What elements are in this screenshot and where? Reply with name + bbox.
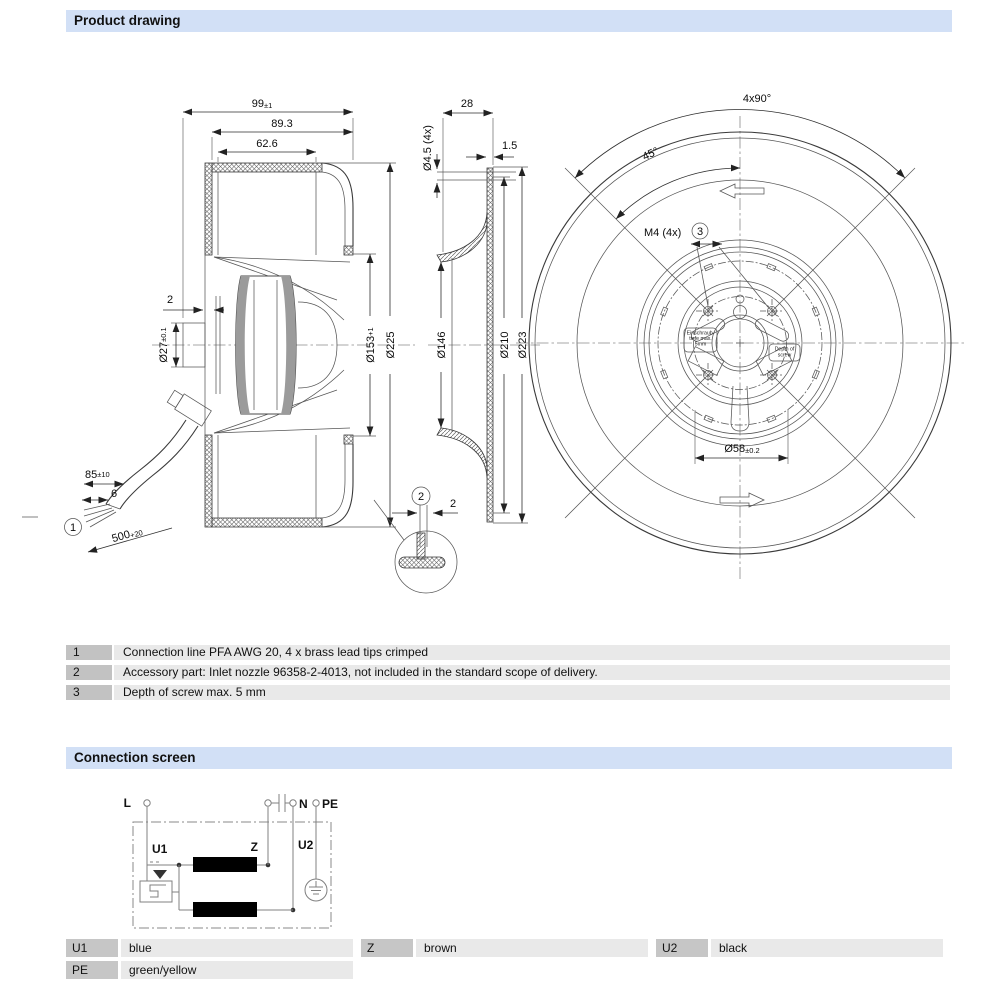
dim-4-5: Ø4.5 (4x)	[422, 125, 434, 171]
z-label: Z	[250, 840, 258, 854]
rotation-arrow-top	[720, 184, 764, 198]
wire-label: PE	[66, 961, 118, 979]
note-text: Accessory part: Inlet nozzle 96358-2-4013, not included in the standard scope of delivery.	[114, 665, 950, 680]
wire-color: brown	[416, 939, 648, 957]
hub-note-en-line1: Depth of	[774, 346, 795, 353]
dim-28: 28	[460, 98, 474, 110]
table-row	[66, 939, 950, 957]
dim-223: Ø223	[517, 331, 529, 359]
ref-2: 2	[417, 491, 425, 503]
u1-label: U1	[152, 842, 168, 856]
note-ref: 2	[66, 665, 112, 680]
ref-3: 3	[696, 226, 704, 238]
dim-89-3: 89.3	[271, 118, 293, 130]
ref-1: 1	[69, 522, 77, 534]
wire-color-table	[66, 939, 950, 983]
note-ref: 3	[66, 685, 112, 700]
wire-color: black	[711, 939, 943, 957]
drawing-notes-table	[66, 645, 950, 705]
dim-58: Ø58±0.2	[724, 443, 760, 455]
dim-225: Ø225	[385, 331, 397, 359]
dim-153: Ø153+1	[365, 327, 377, 363]
dim-85: 85±10	[85, 469, 110, 481]
dim-4x90: 4x90°	[742, 93, 772, 105]
main-winding	[193, 857, 257, 872]
connection-schematic	[124, 794, 338, 928]
table-row	[66, 645, 950, 660]
section-title: Connection screen	[74, 750, 196, 765]
dim-27: Ø27±0.1	[158, 327, 170, 363]
dim-146: Ø146	[436, 331, 448, 359]
note-text: Connection line PFA AWG 20, 4 x brass lead tips crimped	[114, 645, 950, 660]
hub-note-de-line1: Einschraub-	[686, 330, 715, 337]
wire-label: Z	[361, 939, 413, 957]
aux-winding	[193, 902, 257, 917]
terminal-pe-label: PE	[322, 797, 339, 811]
terminal-n-label: N	[299, 797, 308, 811]
hub-note-en-line2: screw	[777, 352, 792, 359]
terminal-l-label: L	[123, 796, 131, 810]
wire-label: U1	[66, 939, 118, 957]
note-ref: 1	[66, 645, 112, 660]
hub-note-de-line2: tiefe max.	[689, 336, 712, 342]
dim-62-6: 62.6	[256, 138, 278, 150]
wire-color: green/yellow	[121, 961, 353, 979]
note-text: Depth of screw max. 5 mm	[114, 685, 950, 700]
wire-color: blue	[121, 939, 353, 957]
hub-note-de-line3: 5mm	[694, 341, 707, 348]
dim-99: 99±1	[251, 98, 273, 110]
side-section-view	[22, 98, 415, 552]
dim-210: Ø210	[499, 331, 511, 359]
section-title: Product drawing	[74, 13, 181, 28]
table-row	[66, 961, 950, 979]
dim-2-left: 2	[166, 294, 174, 306]
table-row	[66, 685, 950, 700]
table-row	[66, 665, 950, 680]
wire-label: U2	[656, 939, 708, 957]
dim-m4: M4 (4x)	[644, 227, 682, 239]
dim-6: 6	[111, 488, 118, 500]
dim-2-mid: 2	[450, 498, 457, 510]
inlet-nozzle-section-view	[374, 98, 540, 593]
dim-45deg: 45°	[640, 145, 661, 164]
u2-label: U2	[298, 838, 314, 852]
dim-500: 500+20	[110, 527, 144, 546]
front-view	[516, 93, 964, 580]
section-header-connection-screen	[66, 747, 952, 769]
dim-1-5: 1.5	[502, 140, 518, 152]
